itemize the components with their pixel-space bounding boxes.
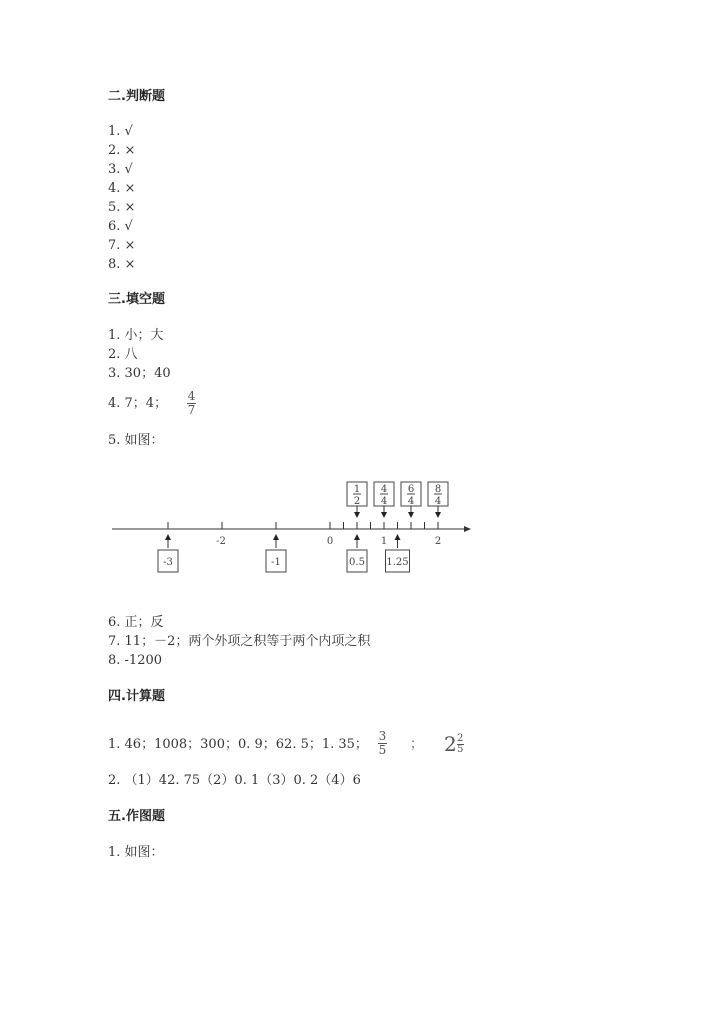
list-item: 3. √ [108, 162, 133, 177]
value-label: -1 [271, 557, 281, 568]
tick-label: 1 [380, 536, 388, 547]
denominator: 4 [434, 496, 442, 507]
list-item: 3. 30；40 [108, 366, 171, 381]
fraction-box [347, 482, 367, 518]
list-item: 2. × [108, 143, 136, 158]
denominator: 7 [187, 403, 196, 417]
list-item: 7. × [108, 238, 136, 253]
section-fill-title: 三.填空题 [108, 292, 165, 307]
value-label: -3 [163, 557, 173, 568]
denominator: 5 [457, 743, 464, 755]
tick-label: 0 [326, 536, 334, 547]
value-box [386, 534, 410, 572]
fraction [378, 730, 387, 757]
arrow-down-icon [354, 512, 360, 518]
arrow-up-icon [395, 534, 401, 540]
list-item: 4. 7；4； [108, 396, 168, 411]
tick-label: 2 [434, 536, 442, 547]
denominator: 4 [380, 496, 388, 507]
denominator: 4 [407, 496, 415, 507]
list-item: 8. -1200 [108, 653, 163, 668]
arrow-down-icon [435, 512, 441, 518]
fraction-box [374, 482, 394, 518]
whole-part: 2 [444, 732, 457, 756]
arrow-down-icon [381, 512, 387, 518]
fraction [187, 390, 196, 417]
numerator: 6 [407, 484, 415, 495]
numerator: 2 [457, 732, 464, 744]
tick-label: -2 [216, 536, 226, 547]
list-item: 1. √ [108, 124, 133, 139]
list-item: 1. 如图： [108, 845, 164, 860]
value-box [158, 534, 178, 572]
arrow-up-icon [273, 534, 279, 540]
list-item: 1. 小；大 [108, 328, 164, 343]
list-item: 8. × [108, 257, 136, 272]
fraction-box [401, 482, 421, 518]
numerator: 3 [378, 729, 387, 743]
list-item: 6. √ [108, 219, 133, 234]
number-line [0, 470, 720, 580]
separator: ； [410, 737, 424, 752]
value-box [347, 534, 367, 572]
fraction-box [428, 482, 448, 518]
numerator: 8 [434, 484, 442, 495]
list-item: 4. × [108, 181, 136, 196]
list-item: 2. （1）42. 75（2）0. 1（3）0. 2（4）6 [108, 773, 361, 788]
list-item: 5. 如图： [108, 433, 164, 448]
numerator: 4 [380, 484, 388, 495]
numerator: 4 [187, 389, 196, 403]
value-label: 1.25 [386, 557, 409, 568]
list-item: 6. 正；反 [108, 615, 164, 630]
ticks [168, 522, 438, 529]
denominator: 2 [353, 496, 361, 507]
section-calc-title: 四.计算题 [108, 689, 165, 704]
denominator: 5 [378, 743, 387, 757]
arrow-up-icon [354, 534, 360, 540]
section-drawing-title: 五.作图题 [108, 809, 165, 824]
value-label: 0.5 [349, 557, 365, 568]
section-judgment-title: 二.判断题 [108, 89, 165, 104]
arrow-down-icon [408, 512, 414, 518]
list-item: 1. 46；1008；300；0. 9；62. 5；1. 35； [108, 737, 368, 752]
arrow-up-icon [165, 534, 171, 540]
list-item: 7. 11；－2；两个外项之积等于两个内项之积 [108, 634, 371, 649]
mixed-number [444, 732, 464, 756]
numerator: 1 [353, 484, 361, 495]
list-item: 2. 八 [108, 347, 138, 362]
list-item: 5. × [108, 200, 136, 215]
value-box [266, 534, 286, 572]
